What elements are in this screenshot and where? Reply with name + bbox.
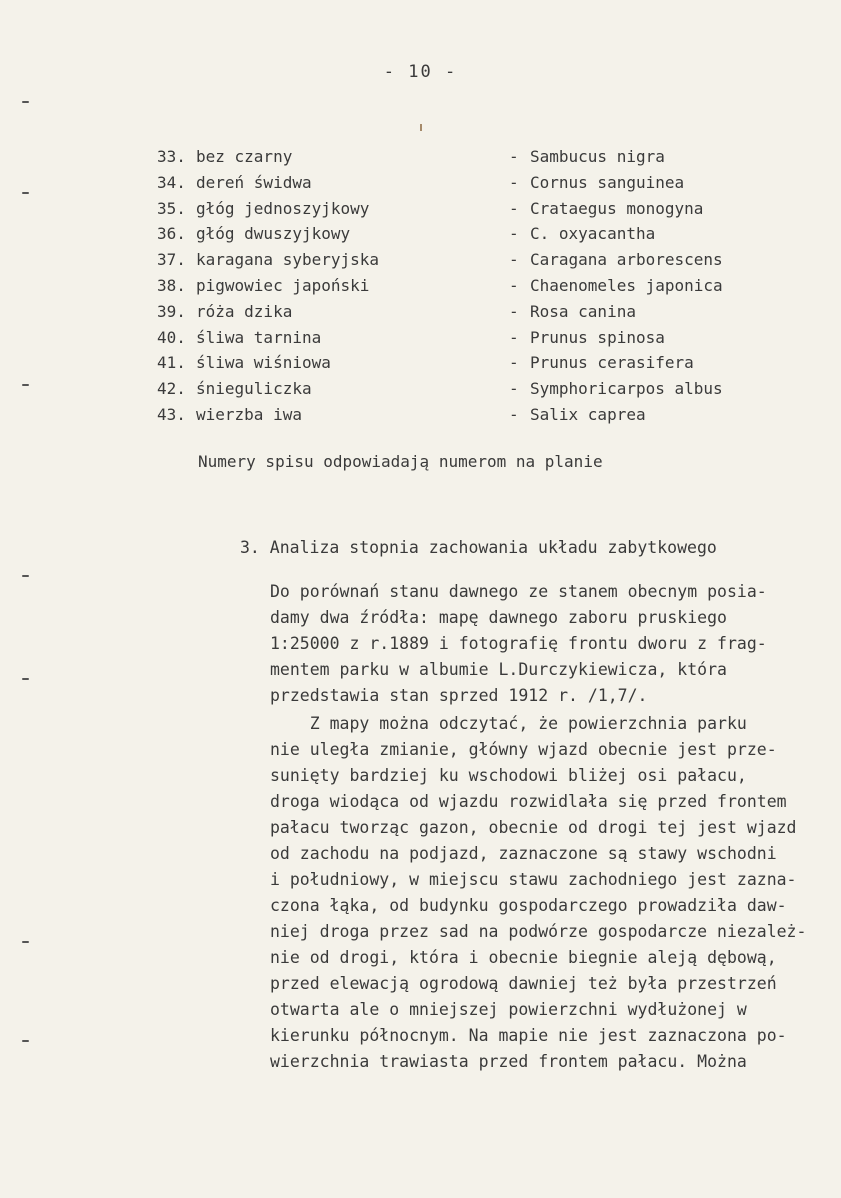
species-dash: - xyxy=(509,404,519,424)
species-polish-name: głóg jednoszyjkowy xyxy=(196,198,370,218)
species-dash: - xyxy=(509,172,519,192)
species-number: 41. xyxy=(157,353,186,373)
species-number: 38. xyxy=(157,275,186,295)
species-number: 39. xyxy=(157,301,186,321)
paragraph-line: Do porównań stanu dawnego ze stanem obecnym posia- xyxy=(270,582,767,601)
species-polish-name: dereń świdwa xyxy=(196,172,312,192)
margin-mark xyxy=(22,101,29,103)
paragraph-line: pałacu tworząc gazon, obecnie od drogi tej jest wjazd xyxy=(270,818,797,837)
species-number: 40. xyxy=(157,327,186,347)
section-heading: 3. Analiza stopnia zachowania układu zabytkowego xyxy=(240,538,717,557)
margin-mark xyxy=(22,678,29,680)
species-row xyxy=(157,402,797,428)
species-row xyxy=(157,273,797,299)
species-dash: - xyxy=(509,224,519,244)
page-number: - 10 - xyxy=(383,62,458,82)
species-dash: - xyxy=(509,327,519,347)
species-polish-name: róża dzika xyxy=(196,301,293,321)
scan-speck xyxy=(420,124,422,131)
margin-mark xyxy=(22,941,29,943)
species-polish-name: głóg dwuszyjkowy xyxy=(196,224,351,244)
paragraph-line: nie uległa zmianie, główny wjazd obecnie jest prze- xyxy=(270,740,777,759)
species-latin-name: Caragana arborescens xyxy=(530,250,723,270)
species-number: 33. xyxy=(157,147,186,166)
species-number: 35. xyxy=(157,198,186,218)
paragraph-line: od zachodu na podjazd, zaznaczone są stawy wschodni xyxy=(270,844,777,863)
species-number: 42. xyxy=(157,379,186,399)
species-row xyxy=(157,221,797,247)
species-latin-name: C. oxyacantha xyxy=(530,224,656,244)
margin-mark xyxy=(22,1040,29,1042)
species-row xyxy=(157,299,797,325)
paragraph-line: droga wiodąca od wjazdu rozwidlała się przed frontem xyxy=(270,792,787,811)
species-polish-name: bez czarny xyxy=(196,147,293,166)
species-row xyxy=(157,196,797,222)
species-dash: - xyxy=(509,147,519,166)
paragraph-line: damy dwa źródła: mapę dawnego zaboru pruskiego xyxy=(270,608,727,627)
species-row xyxy=(157,350,797,376)
paragraph-line: przedstawia stan sprzed 1912 r. /1,7/. xyxy=(270,686,648,705)
species-latin-name: Crataegus monogyna xyxy=(530,198,704,218)
paragraph-line: niej droga przez sad na podwórze gospodarcze niezależ- xyxy=(270,922,807,941)
species-dash: - xyxy=(509,198,519,218)
species-polish-name: śliwa wiśniowa xyxy=(196,353,331,373)
paragraph-line: nie od drogi, która i obecnie biegnie aleją dębową, xyxy=(270,948,777,967)
species-latin-name: Sambucus nigra xyxy=(530,147,665,166)
species-polish-name: karagana syberyjska xyxy=(196,250,380,270)
species-polish-name: śnieguliczka xyxy=(196,379,312,399)
species-number: 37. xyxy=(157,250,186,270)
paragraph-line: otwarta ale o mniejszej powierzchni wydłużonej w xyxy=(270,1000,747,1019)
paragraph-sources xyxy=(270,579,830,709)
paragraph-line: i południowy, w miejscu stawu zachodniego jest zazna- xyxy=(270,870,797,889)
species-latin-name: Symphoricarpos albus xyxy=(530,379,723,399)
species-row xyxy=(157,144,797,170)
species-latin-name: Prunus cerasifera xyxy=(530,353,694,373)
paragraph-line: czona łąka, od budynku gospodarczego prowadziła daw- xyxy=(270,896,787,915)
margin-mark xyxy=(22,384,29,386)
species-row xyxy=(157,247,797,273)
list-note: Numery spisu odpowiadają numerom na planie xyxy=(198,452,603,471)
species-row xyxy=(157,170,797,196)
species-row xyxy=(157,325,797,351)
species-latin-name: Cornus sanguinea xyxy=(530,172,685,192)
paragraph-line: kierunku północnym. Na mapie nie jest zaznaczona po- xyxy=(270,1026,787,1045)
paragraph-map-analysis xyxy=(270,711,830,1075)
paragraph-line: 1:25000 z r.1889 i fotografię frontu dworu z frag- xyxy=(270,634,767,653)
paragraph-line: wierzchnia trawiasta przed frontem pałacu. Można xyxy=(270,1052,747,1071)
species-dash: - xyxy=(509,275,519,295)
species-list xyxy=(157,144,797,428)
species-number: 36. xyxy=(157,224,186,244)
species-dash: - xyxy=(509,379,519,399)
species-latin-name: Chaenomeles japonica xyxy=(530,275,723,295)
margin-mark xyxy=(22,192,29,194)
species-dash: - xyxy=(509,353,519,373)
paragraph-line: sunięty bardziej ku wschodowi bliżej osi pałacu, xyxy=(270,766,747,785)
paragraph-line: przed elewacją ogrodową dawniej też była przestrzeń xyxy=(270,974,777,993)
species-polish-name: pigwowiec japoński xyxy=(196,275,370,295)
species-dash: - xyxy=(509,301,519,321)
species-dash: - xyxy=(509,250,519,270)
species-number: 34. xyxy=(157,172,186,192)
paragraph-line: mentem parku w albumie L.Durczykiewicza, która xyxy=(270,660,727,679)
paragraph-line: Z mapy można odczytać, że powierzchnia parku xyxy=(270,714,747,733)
species-row xyxy=(157,376,797,402)
species-latin-name: Salix caprea xyxy=(530,404,646,424)
species-polish-name: wierzba iwa xyxy=(196,404,302,424)
margin-mark xyxy=(22,575,29,577)
species-latin-name: Prunus spinosa xyxy=(530,327,665,347)
species-polish-name: śliwa tarnina xyxy=(196,327,322,347)
species-latin-name: Rosa canina xyxy=(530,301,636,321)
species-number: 43. xyxy=(157,404,186,424)
